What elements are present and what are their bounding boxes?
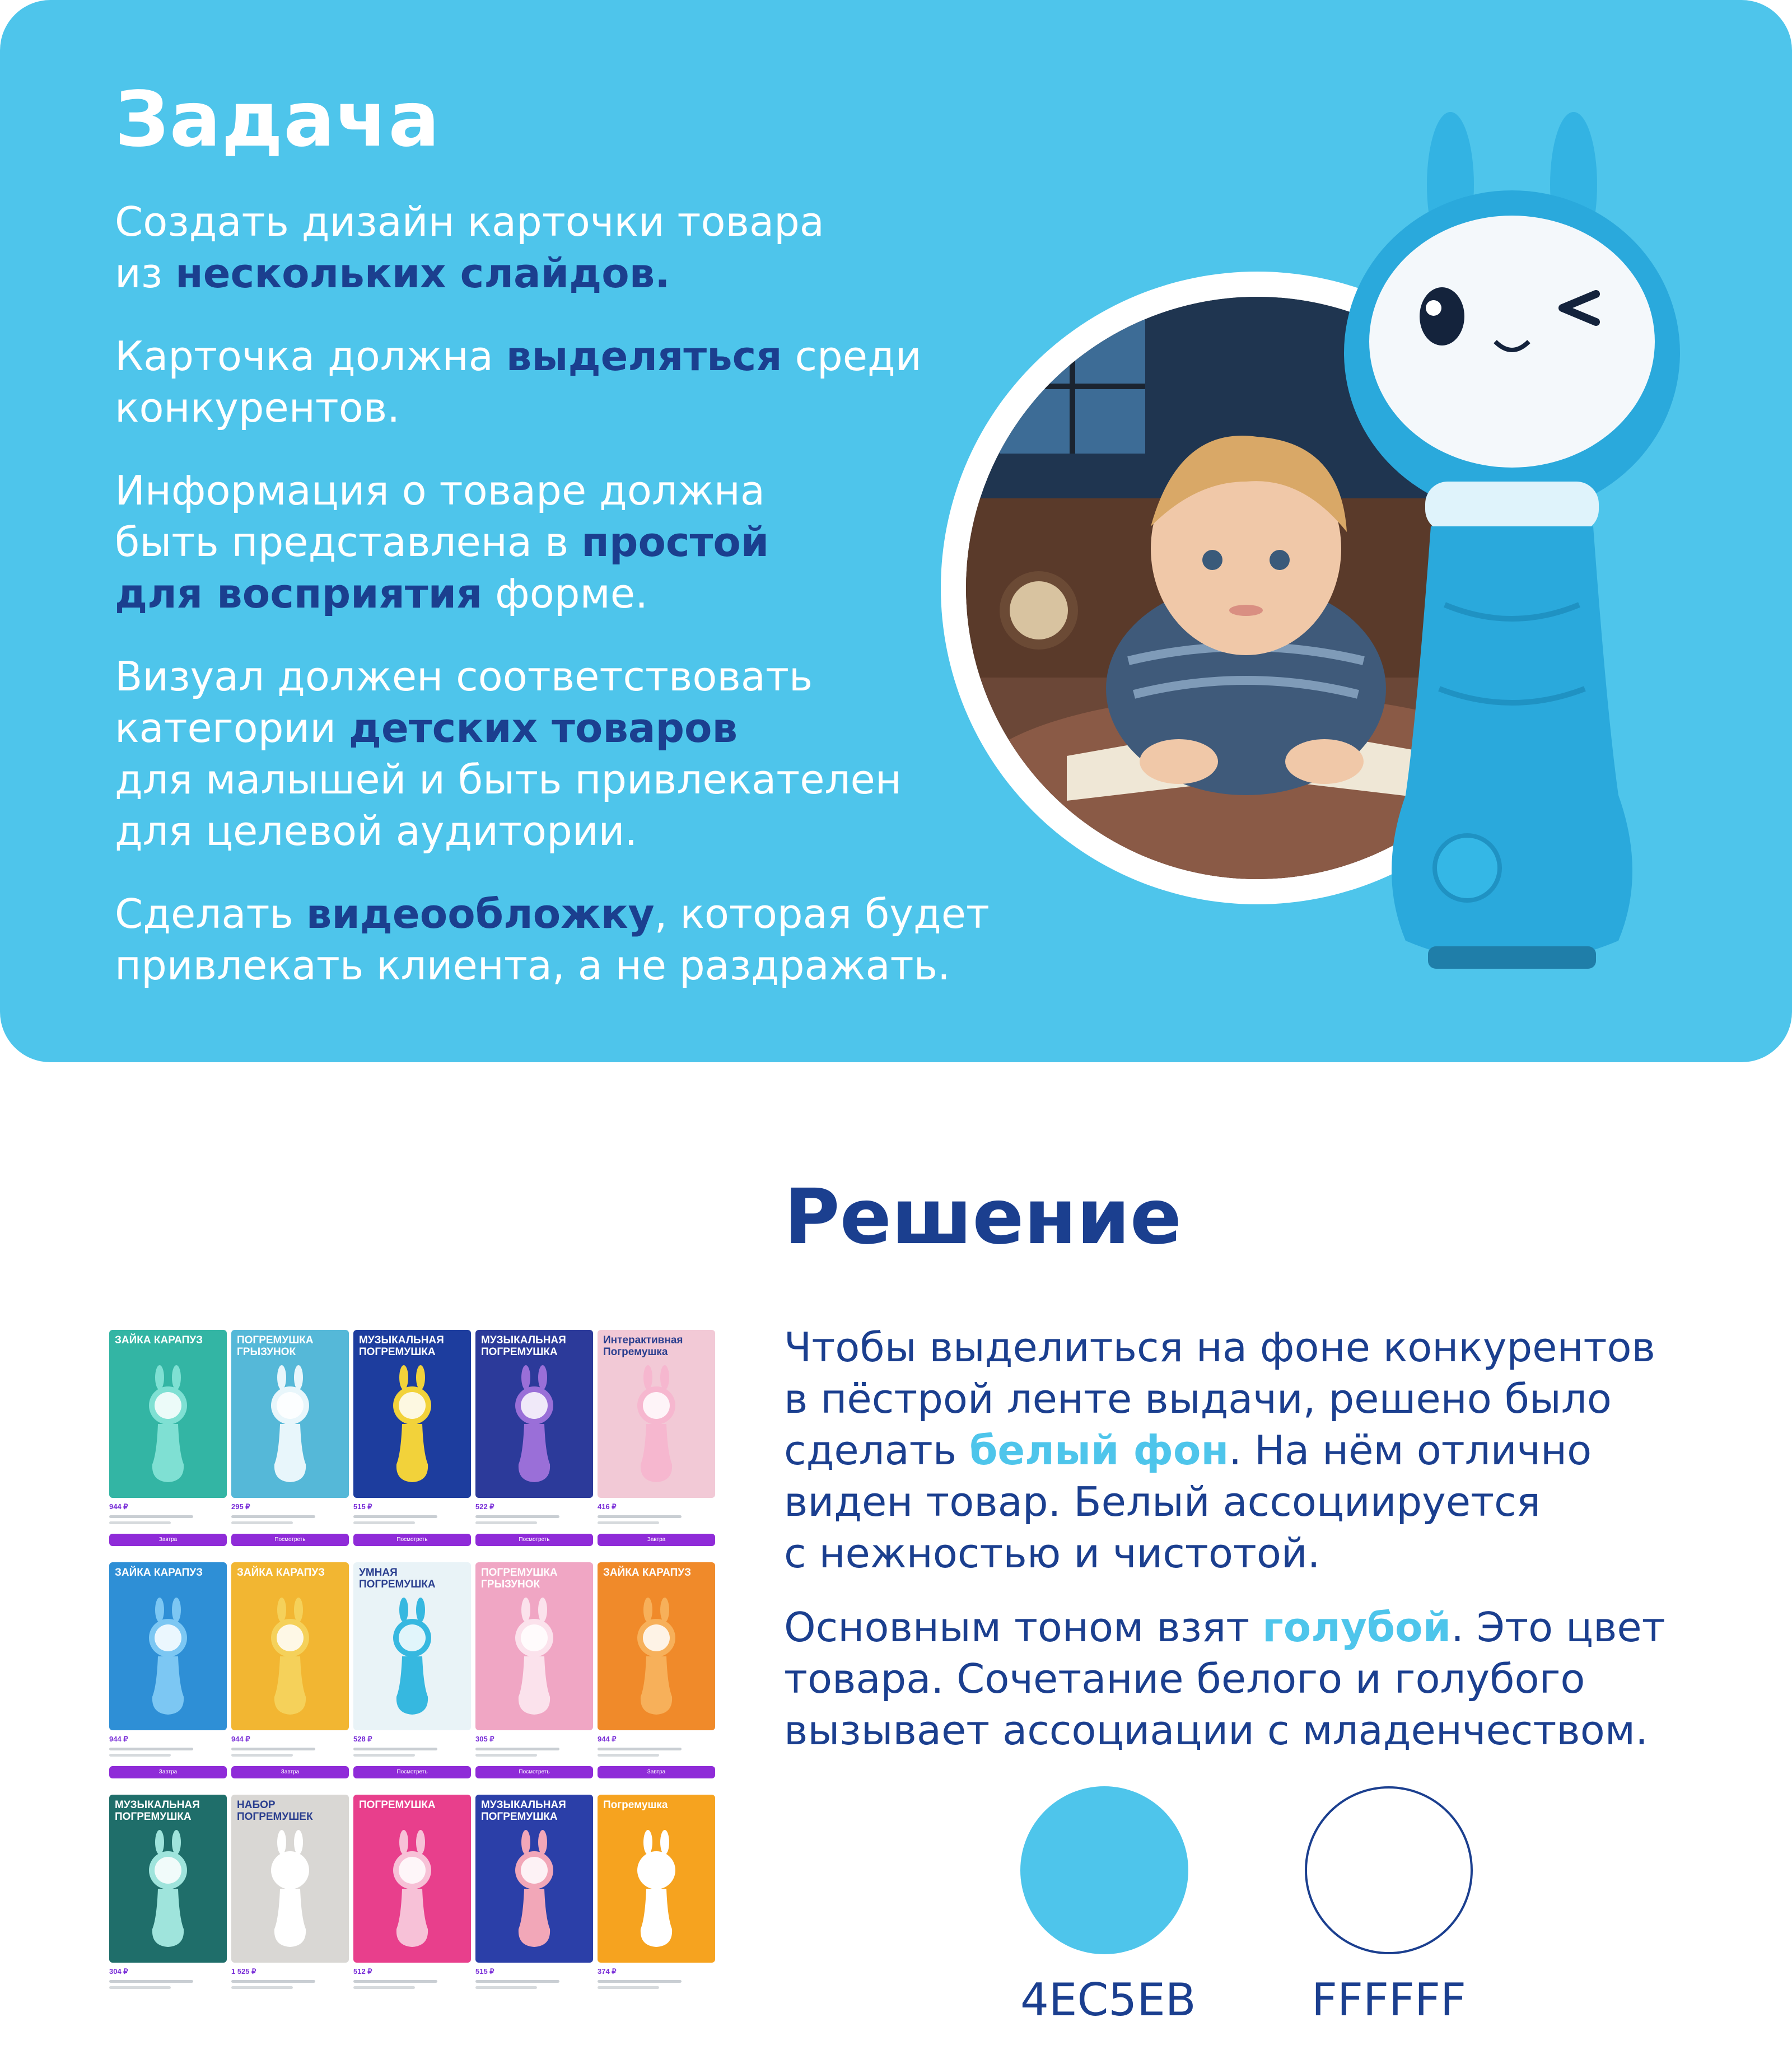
competitor-card-image[interactable] <box>598 1562 715 1730</box>
solution-text-segment: Основным тоном взят <box>784 1604 1263 1651</box>
competitor-card-title: ПОГРЕМУШКА <box>359 1799 436 1811</box>
competitor-card-title: ЗАЙКА КАРАПУЗ <box>603 1567 692 1579</box>
task-paragraph-5 <box>115 888 1039 991</box>
competitor-card-image[interactable] <box>231 1562 349 1730</box>
task-highlight: выделяться <box>506 333 782 380</box>
task-text-segment: для малышей и быть привлекателен для целевой аудитории. <box>115 756 902 854</box>
rattle-icon <box>628 1828 684 1951</box>
competitor-card-price: 528 ₽ <box>353 1735 372 1743</box>
competitor-card-title: НАБОР ПОГРЕМУШЕК <box>237 1799 313 1823</box>
competitor-card-price: 304 ₽ <box>109 1967 128 1976</box>
competitor-card-price: 295 ₽ <box>231 1502 250 1511</box>
color-swatch-white <box>1305 1786 1473 1954</box>
solution-highlight: голубой <box>1262 1604 1452 1651</box>
competitor-card-title: МУЗЫКАЛЬНАЯ ПОГРЕМУШКА <box>115 1799 200 1823</box>
competitor-card-title: Интерактивная Погремушка <box>603 1334 683 1358</box>
competitor-card-button[interactable]: Завтра <box>598 1766 715 1778</box>
competitor-card-image[interactable] <box>353 1795 471 1963</box>
task-paragraph-4 <box>115 651 1039 857</box>
competitor-card-meta <box>353 1978 471 1992</box>
competitor-card-price: 944 ₽ <box>109 1735 128 1743</box>
task-text-segment: Информация о товаре должна быть представлена в <box>115 467 765 566</box>
competitor-card-title: МУЗЫКАЛЬНАЯ ПОГРЕМУШКА <box>481 1334 566 1358</box>
competitor-card-image[interactable] <box>475 1562 593 1730</box>
competitor-card-button[interactable]: Завтра <box>231 1766 349 1778</box>
competitor-card-price: 944 ₽ <box>109 1502 128 1511</box>
solution-text <box>784 1321 1770 1778</box>
competitor-card-image[interactable] <box>475 1795 593 1963</box>
rattle-icon <box>140 1596 196 1719</box>
rattle-icon <box>628 1596 684 1719</box>
competitor-card-price: 522 ₽ <box>475 1502 494 1511</box>
task-highlight: видеообложку <box>306 890 655 937</box>
competitor-card-meta <box>109 1514 227 1527</box>
solution-paragraph-1 <box>784 1321 1770 1579</box>
competitor-card-button[interactable]: Посмотреть <box>231 1534 349 1546</box>
rattle-icon <box>140 1363 196 1487</box>
competitor-card-title: МУЗЫКАЛЬНАЯ ПОГРЕМУШКА <box>481 1799 566 1823</box>
competitor-card-price: 512 ₽ <box>353 1967 372 1976</box>
competitor-card-meta <box>598 1746 715 1759</box>
competitor-card-button[interactable]: Посмотреть <box>475 1534 593 1546</box>
task-text-segment: Создать дизайн карточки товара из <box>115 198 824 297</box>
competitor-card-image[interactable] <box>109 1562 227 1730</box>
solution-title: Решение <box>784 1173 1182 1262</box>
competitor-card-meta <box>231 1746 349 1759</box>
competitor-card-title: ЗАЙКА КАРАПУЗ <box>115 1334 203 1346</box>
swatch-label-blue: 4EC5EB <box>1020 1974 1196 2026</box>
competitor-card-title: Погремушка <box>603 1799 668 1811</box>
competitor-card-image[interactable] <box>475 1330 593 1498</box>
competitor-card-button[interactable]: Посмотреть <box>353 1534 471 1546</box>
rattle-icon <box>140 1828 196 1951</box>
competitor-card-meta <box>109 1978 227 1992</box>
task-text-segment: , которая будет привлекать клиента, а не раздражать. <box>115 890 990 989</box>
competitor-card-image[interactable] <box>353 1562 471 1730</box>
competitor-card-title: ПОГРЕМУШКА ГРЫЗУНОК <box>237 1334 314 1358</box>
competitor-card-image[interactable] <box>598 1330 715 1498</box>
competitor-card-price: 416 ₽ <box>598 1502 617 1511</box>
task-text-segment: форме. <box>482 570 648 617</box>
swatch-label-white: FFFFFF <box>1311 1974 1467 2026</box>
task-paragraph-2 <box>115 330 1039 433</box>
competitor-card-price: 944 ₽ <box>231 1735 250 1743</box>
competitor-card-meta <box>475 1978 593 1992</box>
competitor-card-meta <box>475 1514 593 1527</box>
rattle-icon <box>506 1596 562 1719</box>
task-text-segment: Визуал должен соответствовать категории <box>115 653 813 751</box>
rattle-icon <box>262 1828 318 1951</box>
task-title: Задача <box>115 76 441 164</box>
rattle-icon <box>384 1596 440 1719</box>
competitor-card-button[interactable]: Завтра <box>109 1534 227 1546</box>
solution-text-segment: . На нём отлично виден товар. Белый ассоциируется с нежностью и чистотой. <box>784 1427 1592 1577</box>
competitor-card-title: ПОГРЕМУШКА ГРЫЗУНОК <box>481 1567 558 1590</box>
competitor-card-meta <box>109 1746 227 1759</box>
rattle-icon <box>384 1363 440 1487</box>
competitor-card-image[interactable] <box>231 1330 349 1498</box>
competitor-card-meta <box>598 1978 715 1992</box>
competitor-card-button[interactable]: Посмотреть <box>353 1766 471 1778</box>
solution-text-segment: . Это цвет товара. Сочетание белого и голубого вызывает ассоциации с младенчеством. <box>784 1604 1665 1754</box>
task-text-segment: среди конкурентов. <box>115 333 922 431</box>
rattle-icon <box>506 1828 562 1951</box>
color-swatch-blue <box>1020 1786 1188 1954</box>
competitor-card-image[interactable] <box>109 1330 227 1498</box>
competitor-card-meta <box>353 1746 471 1759</box>
task-paragraph-3 <box>115 465 1039 619</box>
rattle-icon <box>628 1363 684 1487</box>
task-text-segment: Сделать <box>115 890 306 937</box>
competitor-card-image[interactable] <box>109 1795 227 1963</box>
competitor-card-meta <box>231 1514 349 1527</box>
task-highlight: нескольких слайдов. <box>175 250 670 297</box>
task-text-segment: Карточка должна <box>115 333 506 380</box>
competitor-card-button[interactable]: Посмотреть <box>475 1766 593 1778</box>
task-highlight: простой для восприятия <box>115 519 769 617</box>
competitor-card-image[interactable] <box>353 1330 471 1498</box>
competitor-card-title: МУЗЫКАЛЬНАЯ ПОГРЕМУШКА <box>359 1334 444 1358</box>
competitor-card-button[interactable]: Завтра <box>109 1766 227 1778</box>
rattle-icon <box>506 1363 562 1487</box>
rattle-icon <box>384 1828 440 1951</box>
task-highlight: детских товаров <box>348 704 738 751</box>
task-paragraph-1 <box>115 196 1039 299</box>
competitor-card-price: 515 ₽ <box>353 1502 372 1511</box>
task-text <box>115 196 1039 1022</box>
competitor-card-title: ЗАЙКА КАРАПУЗ <box>115 1567 203 1579</box>
competitor-card-price: 944 ₽ <box>598 1735 617 1743</box>
competitor-card-image[interactable] <box>231 1795 349 1963</box>
competitor-card-price: 305 ₽ <box>475 1735 494 1743</box>
bunny-rattle-illustration <box>1333 101 1680 986</box>
rattle-icon <box>262 1363 318 1487</box>
competitor-card-meta <box>353 1514 471 1527</box>
competitor-card-image[interactable] <box>598 1795 715 1963</box>
competitor-card-price: 515 ₽ <box>475 1967 494 1976</box>
competitor-card-price: 374 ₽ <box>598 1967 617 1976</box>
solution-highlight: белый фон <box>969 1427 1229 1474</box>
competitor-card-title: ЗАЙКА КАРАПУЗ <box>237 1567 325 1579</box>
competitor-card-meta <box>231 1978 349 1992</box>
competitor-card-button[interactable]: Завтра <box>598 1534 715 1546</box>
competitor-card-meta <box>598 1514 715 1527</box>
solution-paragraph-2 <box>784 1601 1770 1756</box>
solution-text-segment: Чтобы выделиться на фоне конкурентов в пёстрой ленте выдачи, решено было сделать <box>784 1324 1655 1474</box>
rattle-icon <box>262 1596 318 1719</box>
competitor-card-price: 1 525 ₽ <box>231 1967 256 1976</box>
competitor-card-meta <box>475 1746 593 1759</box>
competitor-card-title: УМНАЯ ПОГРЕМУШКА <box>359 1567 436 1590</box>
